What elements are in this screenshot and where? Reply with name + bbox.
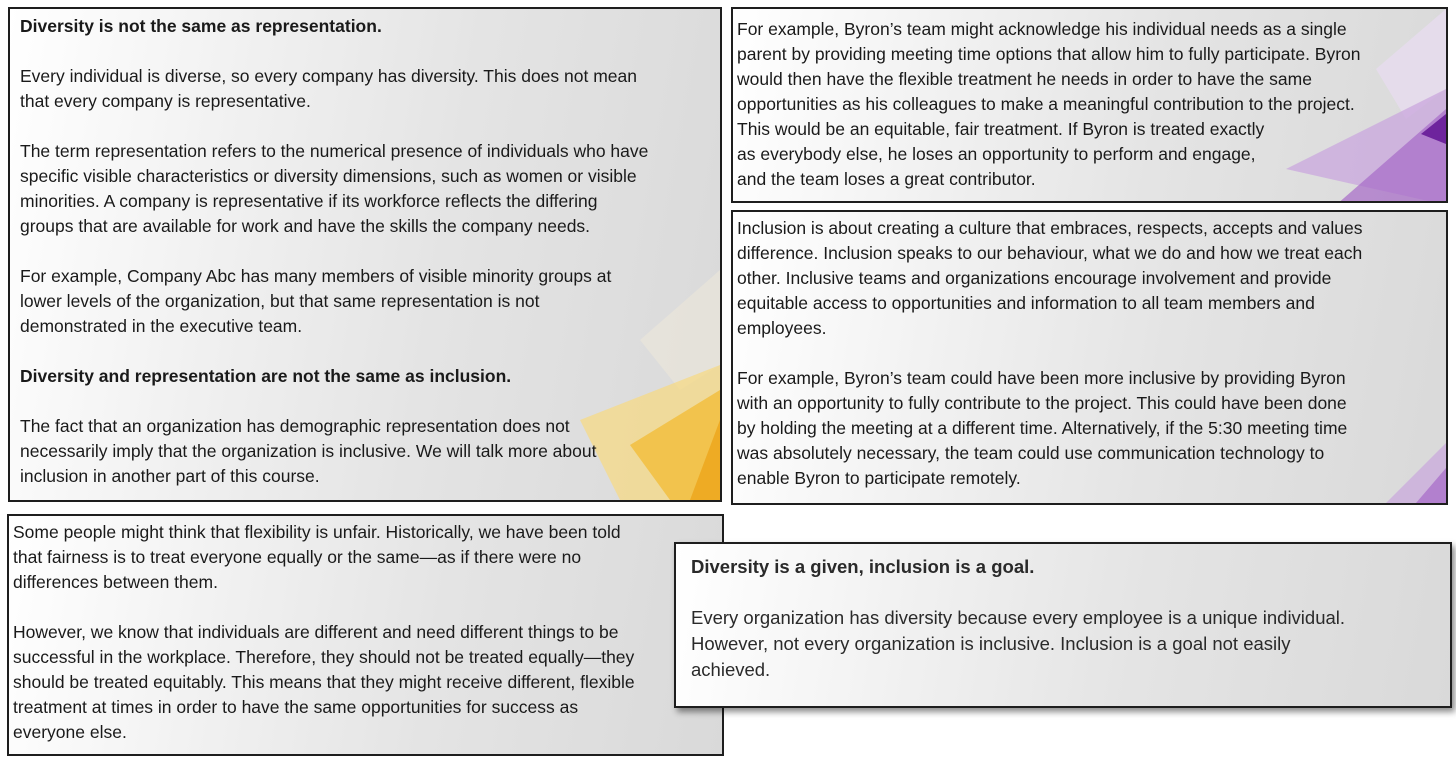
paragraph-demographic-representation: The fact that an organization has demographic representation does not necessarily imply that the organization is inclusive. We will talk more about inclusion in another part of this course.	[20, 416, 597, 486]
heading-diversity-not-representation: Diversity is not the same as representation.	[20, 16, 382, 36]
flexibility-fairness-card	[7, 514, 724, 756]
diversity-representation-card	[8, 7, 722, 502]
byron-equity-paragraph: For example, Byron’s team might acknowledge his individual needs as a single parent by providing meeting time options that allow him to fully participate. Byron would then have the flexible treatment he needs in order to have the same opportunities as his colleagues to make a meaningful contribution to the project. This would be an equitable, fair treatment. If Byron is treated exactly as everybody else, he loses an opportunity to perform and engage, and the team loses a great contributor.	[737, 19, 1361, 189]
paragraph-every-organization: Every organization has diversity because every employee is a unique individual. However, not every organization is inclusive. Inclusion is a goal not easily achieved.	[691, 607, 1346, 680]
paragraph-representation-definition: The term representation refers to the numerical presence of individuals who have specific visible characteristics or diversity dimensions, such as women or visible minorities. A company is representative if its workforce reflects the differing groups that are available for work and have the skills the company needs.	[20, 141, 649, 236]
heading-diversity-given-inclusion-goal: Diversity is a given, inclusion is a goal.	[691, 556, 1035, 577]
inclusion-definition-card	[731, 210, 1448, 505]
paragraph-byron-inclusive-example: For example, Byron’s team could have been more inclusive by providing Byron with an opportunity to fully contribute to the project. This could have been done by holding the meeting at a different time. Alternatively, if the 5:30 meeting time was absolutely necessary, the team could use communication technology to enable Byron to participate remotely.	[737, 368, 1348, 488]
paragraph-company-abc-example: For example, Company Abc has many members of visible minority groups at lower levels of the organization, but that same representation is not demonstrated in the executive team.	[20, 266, 612, 336]
inclusion-goal-card	[674, 542, 1452, 708]
paragraph-treated-equitably: However, we know that individuals are different and need different things to be successful in the workplace. Therefore, they should not be treated equally—they should be treated equitably. This means that they might receive different, flexible treatment at times in order to have the same opportunities for success as everyone else.	[13, 622, 635, 742]
paragraph-inclusion-culture: Inclusion is about creating a culture that embraces, respects, accepts and values difference. Inclusion speaks to our behaviour, what we do and how we treat each other. Inclusive teams and organizations encourage involvement and provide equitable access to opportunities and information to all team members and employees.	[737, 218, 1363, 338]
byron-equity-example-card	[731, 7, 1448, 203]
paragraph-every-individual: Every individual is diverse, so every company has diversity. This does not mean that every company is representative.	[20, 66, 637, 111]
paragraph-flexibility-unfair: Some people might think that flexibility is unfair. Historically, we have been told that fairness is to treat everyone equally or the same—as if there were no differences between them.	[13, 522, 621, 592]
heading-not-same-as-inclusion: Diversity and representation are not the same as inclusion.	[20, 366, 512, 386]
